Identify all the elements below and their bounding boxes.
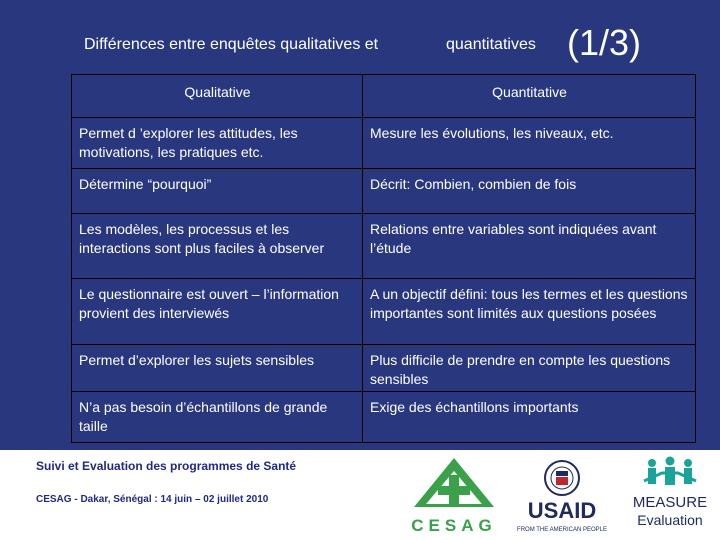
title-part-1: Différences entre enquêtes qualitatives et xyxy=(84,36,379,53)
table-cell: Relations entre variables sont indiquées avant l’étude xyxy=(363,214,696,278)
footer-course-title: Suivi et Evaluation des programmes de Santé xyxy=(36,459,297,473)
table-row xyxy=(72,392,696,443)
table-row xyxy=(72,345,696,392)
comparison-table xyxy=(71,74,696,443)
usaid-wordmark: USAID xyxy=(527,498,597,523)
title-part-2: quantitatives xyxy=(446,36,536,53)
usaid-logo xyxy=(512,458,612,536)
table-cell: Le questionnaire est ouvert – l’information provient des interviewés xyxy=(72,279,363,344)
table-cell: N’a pas besoin d’échantillons de grande taille xyxy=(72,392,363,442)
table-cell: Permet d’explorer les sujets sensibles xyxy=(72,345,363,391)
usaid-tagline: FROM THE AMERICAN PEOPLE xyxy=(517,527,607,533)
table-cell: Décrit: Combien, combien de fois xyxy=(363,169,696,213)
measure-subtitle: Evaluation xyxy=(637,512,703,528)
table-row xyxy=(72,169,696,214)
title-page-indicator: (1/3) xyxy=(567,22,642,63)
measure-wordmark: MEASURE xyxy=(632,494,708,511)
table-cell: A un objectif défini: tous les termes et les questions importantes sont limités aux questions posées xyxy=(363,279,696,344)
header-quantitative: Quantitative xyxy=(363,75,696,117)
table-cell: Détermine “pourquoi” xyxy=(72,169,363,213)
table-cell: Les modèles, les processus et les interactions sont plus faciles à observer xyxy=(72,214,363,278)
cesag-logo xyxy=(408,455,500,537)
table-row xyxy=(72,214,696,279)
table-cell: Exige des échantillons importants xyxy=(363,392,696,442)
footer-location-dates: CESAG - Dakar, Sénégal : 14 juin – 02 juillet 2010 xyxy=(36,494,269,505)
table-row xyxy=(72,118,696,169)
table-cell: Mesure les évolutions, les niveaux, etc. xyxy=(363,118,696,168)
header-qualitative: Qualitative xyxy=(72,75,363,117)
slide-title xyxy=(84,22,704,72)
table-cell: Permet d ’explorer les attitudes, les motivations, les pratiques etc. xyxy=(72,118,363,168)
table-header-row xyxy=(72,75,696,118)
measure-evaluation-logo xyxy=(622,455,718,535)
table-row xyxy=(72,279,696,345)
cesag-wordmark: CESAG xyxy=(411,516,497,535)
table-cell: Plus difficile de prendre en compte les questions sensibles xyxy=(363,345,696,391)
